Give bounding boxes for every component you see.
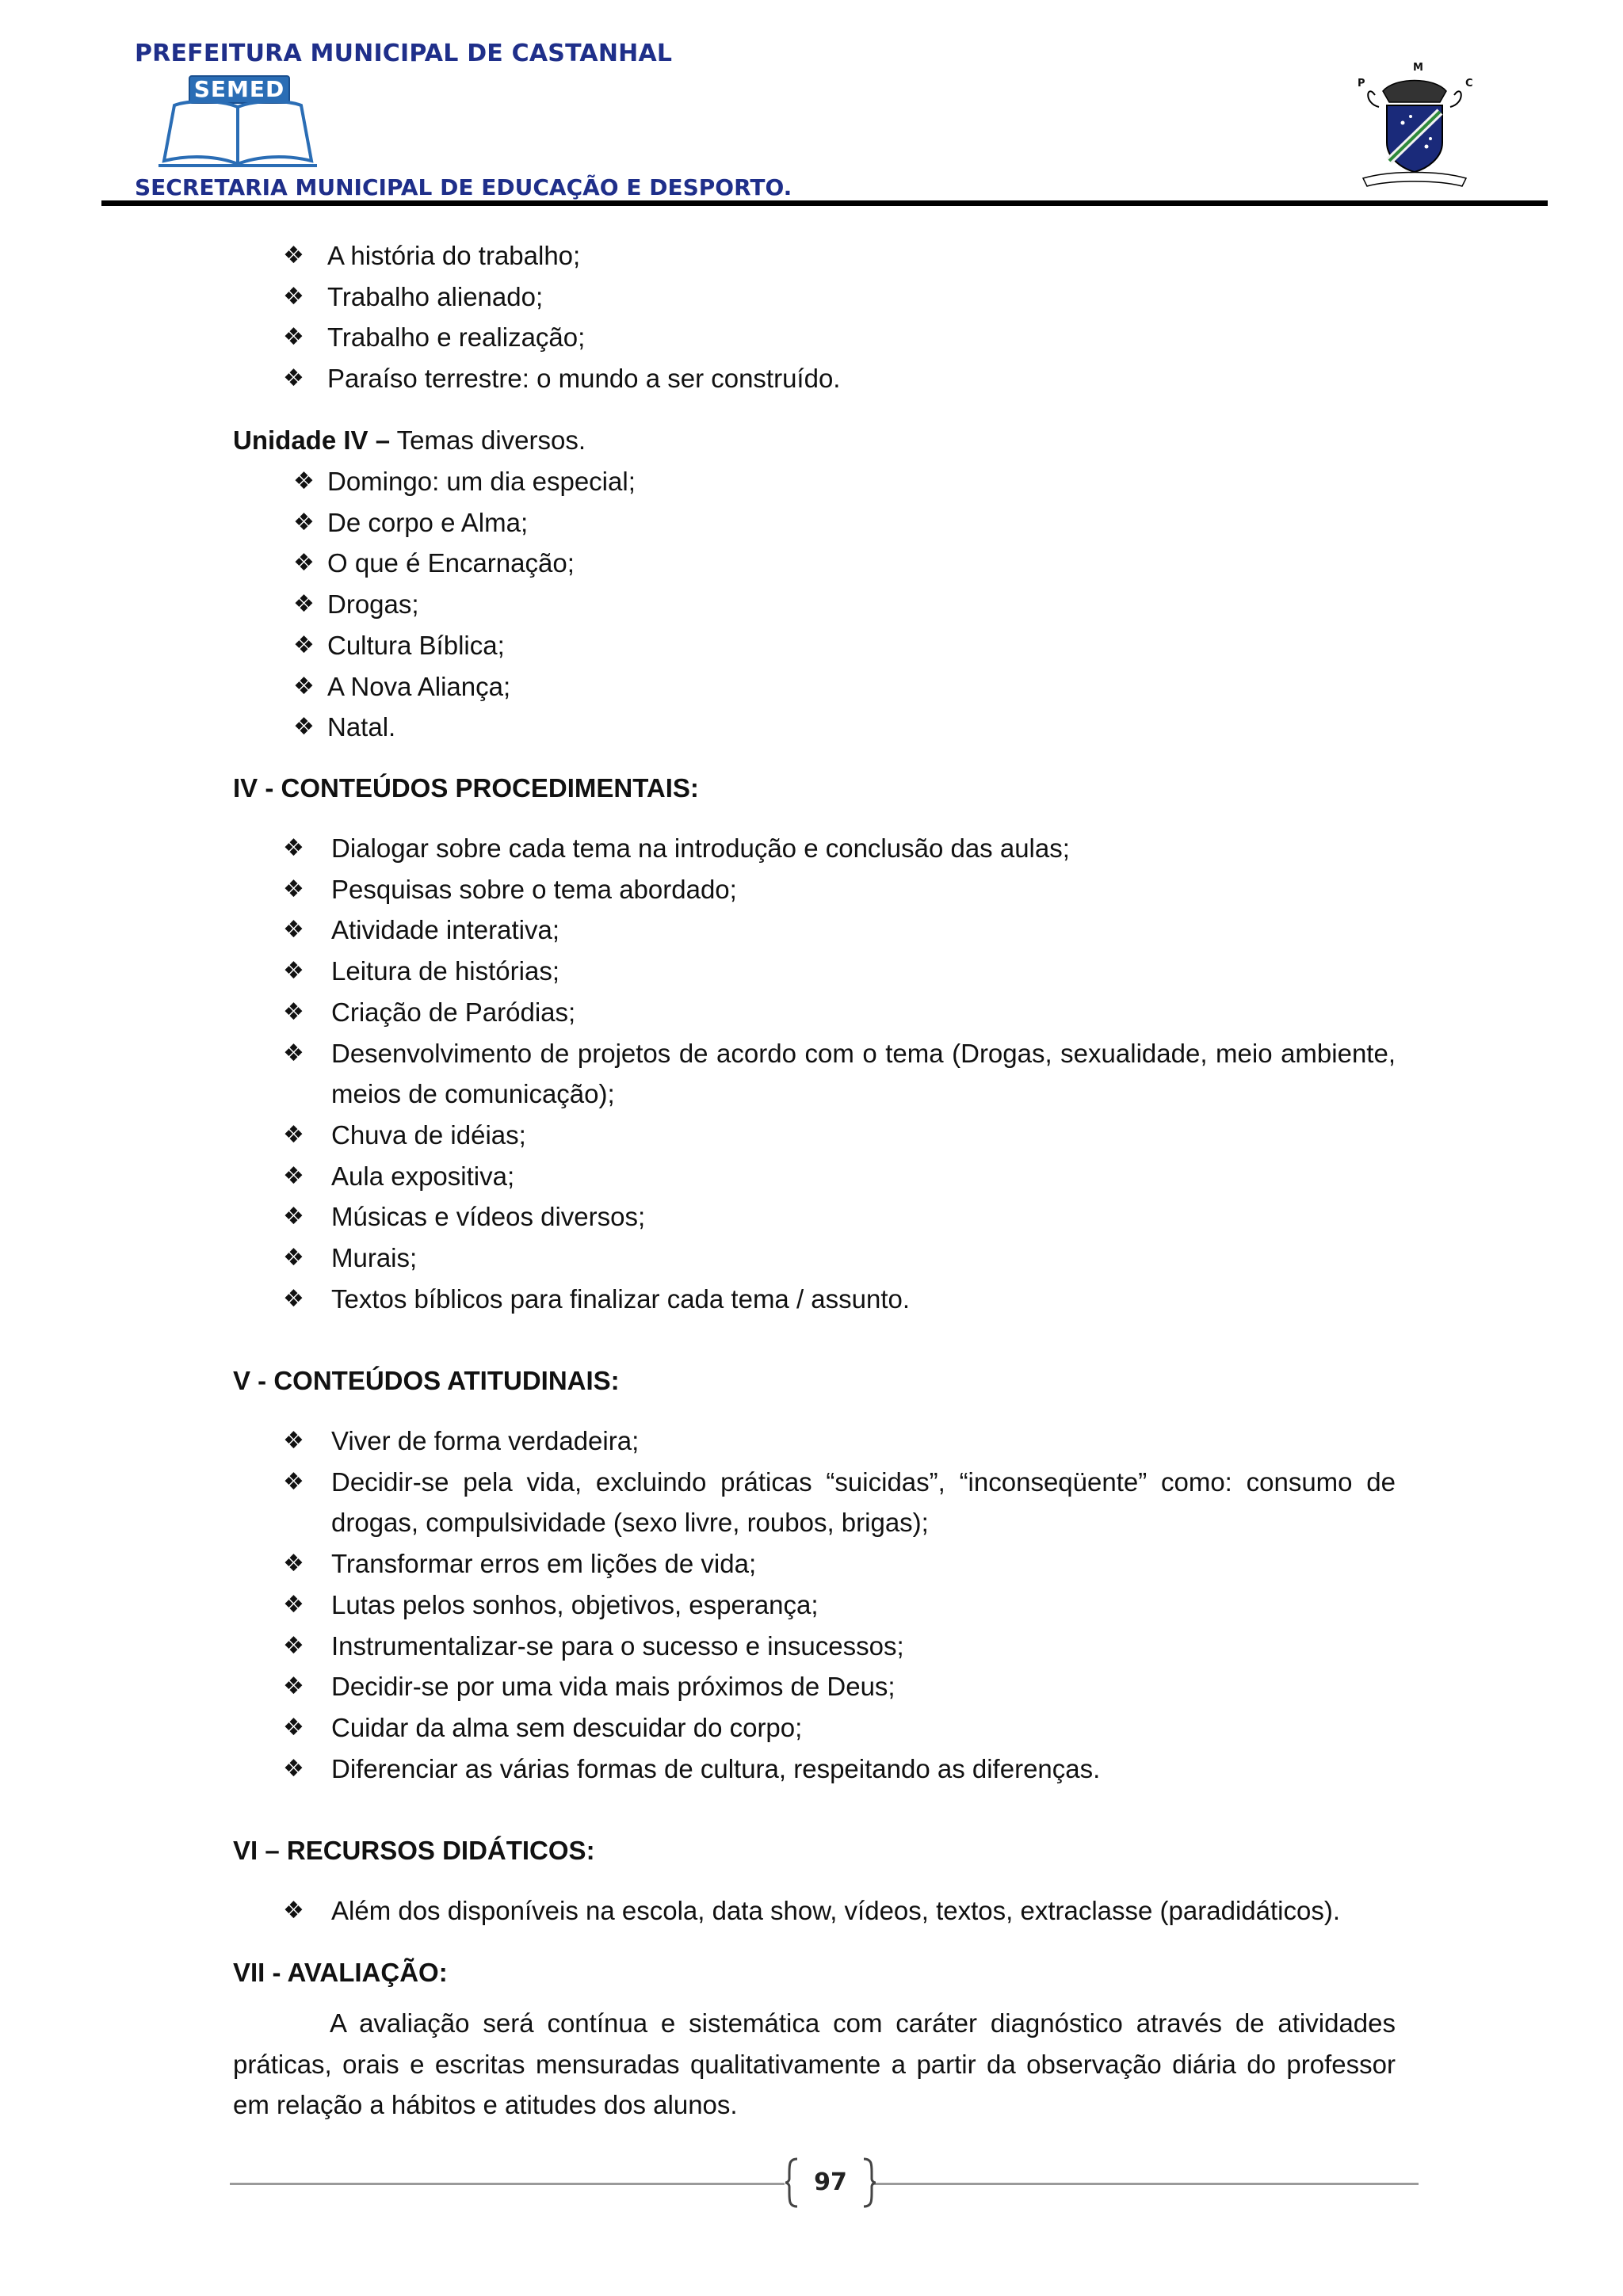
diamond-bullet-icon: ❖ — [283, 1121, 304, 1148]
list-item-text: Cuidar da alma sem descuidar do corpo; — [331, 1712, 803, 1742]
list-item — [283, 1238, 1396, 1279]
list-item-text: Cultura Bíblica; — [327, 630, 505, 660]
diamond-bullet-icon: ❖ — [283, 1203, 304, 1230]
municipal-coat-of-arms-icon — [1351, 59, 1478, 190]
unit-iv-list — [293, 461, 1403, 748]
diamond-bullet-icon: ❖ — [283, 917, 304, 944]
seal-letter-c: C — [1465, 78, 1473, 90]
page-number: 97 — [814, 2168, 847, 2196]
diamond-bullet-icon: ❖ — [283, 324, 304, 351]
diamond-bullet-icon: ❖ — [283, 1591, 304, 1618]
diamond-bullet-icon: ❖ — [293, 468, 315, 494]
list-item-text: Leitura de histórias; — [331, 956, 559, 986]
list-item-text: Drogas; — [327, 589, 419, 620]
diamond-bullet-icon: ❖ — [283, 1245, 304, 1272]
list-item-text: Músicas e vídeos diversos; — [331, 1202, 646, 1232]
list-item — [293, 502, 1403, 543]
footer-rule-right — [872, 2183, 1419, 2185]
list-item-text: Trabalho e realização; — [327, 322, 586, 353]
list-item — [283, 1196, 1396, 1238]
header-rule — [101, 200, 1548, 206]
list-item-text: Criação de Paródias; — [331, 997, 576, 1027]
list-item — [283, 317, 1408, 358]
list-item-text: Lutas pelos sonhos, objetivos, esperança; — [331, 1589, 819, 1619]
list-item-text: A Nova Aliança; — [327, 671, 511, 701]
list-item — [283, 235, 1408, 277]
list-item-text: De corpo e Alma; — [327, 507, 529, 537]
diamond-bullet-icon: ❖ — [283, 1468, 304, 1495]
list-item-text: Paraíso terrestre: o mundo a ser construído. — [327, 364, 841, 394]
diamond-bullet-icon: ❖ — [283, 1755, 304, 1782]
list-item-text: Natal. — [327, 712, 396, 742]
diamond-bullet-icon: ❖ — [283, 1039, 304, 1066]
recursos-list — [283, 1890, 1408, 1932]
list-item — [293, 584, 1403, 625]
diamond-bullet-icon: ❖ — [283, 1428, 304, 1454]
header-department: SECRETARIA MUNICIPAL DE EDUCAÇÃO E DESPORTO. — [135, 174, 792, 200]
list-item — [283, 869, 1396, 910]
list-item — [283, 1543, 1396, 1585]
list-item-text: Decidir-se por uma vida mais próximos de Deus; — [331, 1672, 896, 1702]
diamond-bullet-icon: ❖ — [293, 673, 315, 700]
list-item-text: Pesquisas sobre o tema abordado; — [331, 874, 737, 904]
list-item — [283, 1279, 1396, 1320]
diamond-bullet-icon: ❖ — [283, 1285, 304, 1312]
list-item-text: Aula expositiva; — [331, 1161, 515, 1191]
diamond-bullet-icon: ❖ — [293, 631, 315, 658]
list-item-text: Atividade interativa; — [331, 915, 559, 945]
diamond-bullet-icon: ❖ — [283, 1897, 304, 1924]
procedimentais-list — [283, 828, 1396, 1319]
list-item-text: Chuva de idéias; — [331, 1119, 526, 1150]
list-item-text: Textos bíblicos para finalizar cada tema / assunto. — [331, 1283, 911, 1314]
list-item-text: O que é Encarnação; — [327, 548, 575, 578]
list-item — [283, 1666, 1396, 1707]
list-item-text: Domingo: um dia especial; — [327, 467, 636, 496]
semed-logo-text: SEMED — [193, 76, 285, 102]
list-item — [283, 1115, 1396, 1156]
diamond-bullet-icon: ❖ — [283, 835, 304, 861]
diamond-bullet-icon: ❖ — [283, 1673, 304, 1700]
list-item — [283, 828, 1396, 869]
seal-letter-m: M — [1413, 62, 1423, 74]
unit-iv-label: Unidade IV – — [233, 425, 391, 455]
diamond-bullet-icon: ❖ — [283, 365, 304, 392]
list-item-text: Instrumentalizar-se para o sucesso e insucessos; — [331, 1630, 904, 1661]
diamond-bullet-icon: ❖ — [283, 242, 304, 269]
diamond-bullet-icon: ❖ — [293, 509, 315, 536]
list-item — [283, 358, 1408, 399]
list-item — [283, 277, 1408, 318]
unit-iv-title: Temas diversos. — [390, 425, 586, 455]
list-item-text: A história do trabalho; — [327, 241, 581, 270]
diamond-bullet-icon: ❖ — [283, 1550, 304, 1577]
header-organization: PREFEITURA MUNICIPAL DE CASTANHAL — [135, 40, 673, 67]
list-item-text: Dialogar sobre cada tema na introdução e conclusão das aulas; — [331, 833, 1070, 863]
list-item-text: Trabalho alienado; — [327, 281, 544, 311]
list-item — [283, 1749, 1396, 1790]
diamond-bullet-icon: ❖ — [283, 1162, 304, 1189]
list-item — [283, 992, 1396, 1033]
list-item — [283, 1421, 1396, 1462]
list-item-text: Transformar erros em lições de vida; — [331, 1549, 757, 1579]
list-item — [283, 910, 1396, 951]
unit-iv-heading — [233, 420, 586, 461]
list-item-text: Decidir-se pela vida, excluindo práticas “suicidas”, “inconseqüente” como: consumo de drogas, compulsividade (sexo livre, roubos, brigas); — [331, 1466, 1396, 1538]
diamond-bullet-icon: ❖ — [293, 550, 315, 577]
procedimentais-heading: IV - CONTEÚDOS PROCEDIMENTAIS: — [233, 773, 699, 803]
seal-letter-p: P — [1358, 78, 1365, 90]
list-item — [283, 951, 1396, 992]
diamond-bullet-icon: ❖ — [283, 1632, 304, 1659]
diamond-bullet-icon: ❖ — [283, 958, 304, 985]
recursos-heading: VI – RECURSOS DIDÁTICOS: — [233, 1836, 595, 1865]
list-item — [283, 1626, 1396, 1667]
work-topics-list — [283, 235, 1408, 399]
list-item-text: Murais; — [331, 1243, 418, 1273]
list-item — [293, 543, 1403, 584]
diamond-bullet-icon: ❖ — [283, 1714, 304, 1741]
footer-rule-left — [230, 2183, 785, 2185]
list-item — [283, 1156, 1396, 1197]
list-item — [283, 1462, 1396, 1543]
list-item — [283, 1707, 1396, 1749]
list-item — [283, 1890, 1408, 1932]
list-item — [293, 461, 1403, 502]
diamond-bullet-icon: ❖ — [283, 283, 304, 310]
diamond-bullet-icon: ❖ — [283, 875, 304, 902]
diamond-bullet-icon: ❖ — [293, 714, 315, 741]
list-item-text: Além dos disponíveis na escola, data show, vídeos, textos, extraclasse (paradidáticos). — [331, 1896, 1340, 1925]
footer-right-bracket — [861, 2157, 876, 2209]
list-item-text: Desenvolvimento de projetos de acordo com o tema (Drogas, sexualidade, meio ambiente, meios de comunicação); — [331, 1038, 1396, 1109]
list-item — [293, 707, 1403, 748]
diamond-bullet-icon: ❖ — [293, 591, 315, 618]
avaliacao-heading: VII - AVALIAÇÃO: — [233, 1958, 448, 1987]
avaliacao-paragraph: A avaliação será contínua e sistemática com caráter diagnóstico através de atividades práticas, orais e escritas mensuradas qualitativamente a partir da observação diária do professor em relação a hábitos e atitudes dos alunos. — [233, 2008, 1396, 2120]
atitudinais-list — [283, 1421, 1396, 1789]
list-item-text: Viver de forma verdadeira; — [331, 1426, 640, 1455]
atitudinais-heading: V - CONTEÚDOS ATITUDINAIS: — [233, 1366, 620, 1395]
list-item — [293, 666, 1403, 707]
diamond-bullet-icon: ❖ — [283, 998, 304, 1025]
list-item — [293, 625, 1403, 666]
list-item — [283, 1585, 1396, 1626]
list-item-text: Diferenciar as várias formas de cultura, respeitando as diferenças. — [331, 1753, 1101, 1783]
list-item — [283, 1033, 1396, 1115]
